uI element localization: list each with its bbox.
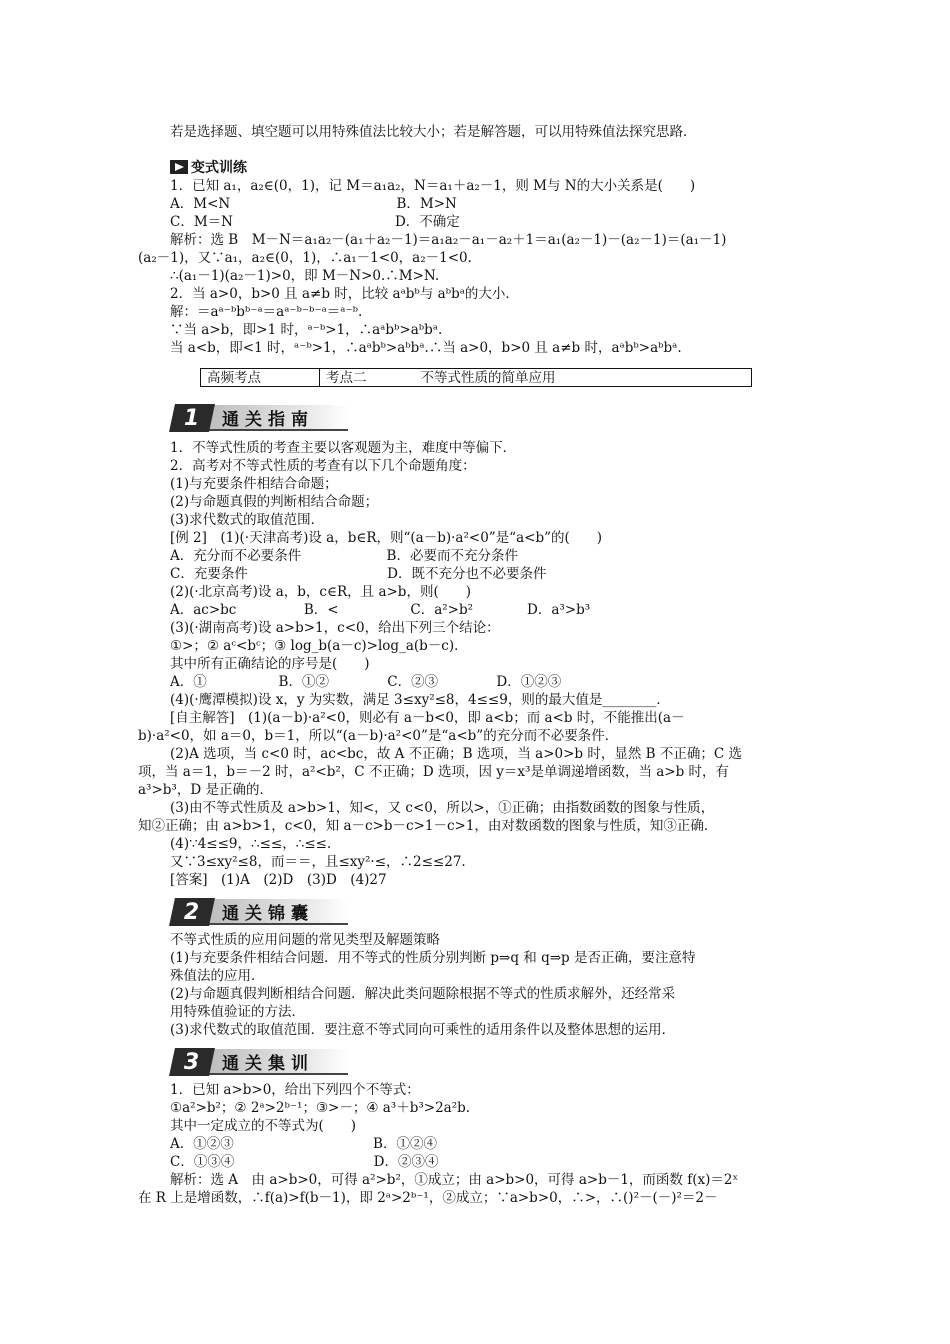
- solution-1-line-2: (a₂－1)，又∵a₁，a₂∈(0，1)，∴a₁－1<0，a₂－1<0.: [138, 250, 472, 266]
- tips-line-3: (2)与命题真假判断相结合问题．解决此类问题除根据不等式的性质求解外，还经常采: [170, 986, 676, 1002]
- guide-point-1: 1．不等式性质的考查主要以客观题为主，难度中等偏下．: [170, 440, 517, 456]
- banner-number-badge: 1: [169, 404, 215, 432]
- practice-question-1-options-cd: C．①③④ D．②③④: [170, 1154, 439, 1170]
- example-2-part-1-options-cd: C．充要条件 D．既不充分也不必要条件: [170, 566, 547, 582]
- answer-key: [答案] (1)A (2)D (3)D (4)27: [170, 872, 387, 888]
- tips-line-2: 殊值法的应用．: [170, 968, 265, 984]
- example-2-part-2: (2)(·北京高考)设 a，b，c∈R，且 a>b，则( ): [170, 584, 471, 600]
- section-heading-variant-training: [170, 158, 247, 176]
- practice-solution-line-2: 在 R 上是增函数，∴f(a)>f(b－1)，即 2ᵃ>2ᵇ⁻¹，②成立；∵a>b>0，∴>，∴()²－(－)²＝2－: [138, 1190, 718, 1206]
- banner-title: 通关集训: [208, 1049, 348, 1075]
- topic-table: [200, 368, 752, 387]
- banner-practice: [172, 1048, 348, 1076]
- practice-question-1-prompt: 其中一定成立的不等式为( ): [170, 1118, 357, 1134]
- solution-2-line-2: ∵当 a>b，即>1 时，ᵃ⁻ᵇ>1，∴aᵃbᵇ>aᵇbᵃ.: [170, 322, 443, 338]
- tips-line-1: (1)与充要条件相结合问题．用不等式的性质分别判断 p⇒q 和 q⇒p 是否正确，要注意特: [170, 950, 696, 966]
- answer-line-4: 项，当 a＝1，b＝－2 时，a²<b²，C 不正确；D 选项，因 y＝x³是单调递增函数，当 a>b 时，有: [138, 764, 730, 780]
- answer-line-8: (4)∵4≤≤9，∴≤≤，∴≤≤.: [170, 836, 332, 852]
- example-2-part-3-options: A．① B．①② C．②③ D．①②③: [170, 674, 562, 690]
- play-triangle-icon: [170, 160, 188, 174]
- example-2-part-3-question: 其中所有正确结论的序号是( ): [170, 656, 370, 672]
- intro-text: 若是选择题、填空题可以用特殊值法比较大小；若是解答题，可以用特殊值法探究思路．: [170, 124, 697, 140]
- example-2-part-3-statements: ①>；② aᶜ<bᶜ；③ log_b(a－c)>log_a(b－c)．: [170, 638, 468, 654]
- answer-line-5: a³>b³，D 是正确的．: [138, 782, 273, 798]
- answer-line-1: [自主解答] (1)(a－b)·a²<0，则必有 a－b<0，即 a<b；而 a<b 时，不能推出(a－: [170, 710, 685, 726]
- example-2-part-1: [例 2] (1)(·天津高考)设 a，b∈R，则“(a－b)·a²<0”是“a<b”的( ): [170, 530, 603, 546]
- answer-line-3: (2)A 选项，当 c<0 时，ac<bc，故 A 不正确；B 选项，当 a>0>b 时，显然 B 不正确；C 选: [170, 746, 742, 762]
- banner-title: 通关指南: [208, 405, 348, 431]
- question-1-options-cd: C．M＝N D．不确定: [170, 214, 460, 230]
- answer-line-9: 又∵3≤xy²≤8，而＝＝，且≤xy²·≤，∴2≤≤27.: [170, 854, 466, 870]
- practice-question-1: 1．已知 a>b>0，给出下列四个不等式：: [170, 1082, 420, 1098]
- section-heading-label: 变式训练: [191, 160, 247, 176]
- solution-1-line-1: 解析：选 B M－N＝a₁a₂－(a₁＋a₂－1)＝a₁a₂－a₁－a₂＋1＝a₁(a₂－1)－(a₂－1)＝(a₁－1): [170, 232, 727, 248]
- topic-title: 考点二 不等式性质的简单应用: [320, 369, 752, 387]
- solution-2-line-3: 当 a<b，即<1 时，ᵃ⁻ᵇ>1，∴aᵃbᵇ>aᵇbᵃ.∴当 a>0，b>0 且 a≠b 时，aᵃbᵇ>aᵇbᵃ.: [170, 340, 682, 356]
- question-2: 2．当 a>0，b>0 且 a≠b 时，比较 aᵃbᵇ与 aᵇbᵃ的大小．: [170, 286, 519, 302]
- example-2-part-4: (4)(·鹰潭模拟)设 x，y 为实数，满足 3≤xy²≤8，4≤≤9，则的最大值是________．: [170, 692, 670, 708]
- guide-angle-2: (2)与命题真假的判断相结合命题；: [170, 494, 379, 510]
- answer-line-2: b)·a²<0，如 a＝0，b＝1，所以“(a－b)·a²<0”是“a<b”的充分而不必要条件．: [138, 728, 619, 744]
- practice-solution-line-1: 解析：选 A 由 a>b>0，可得 a²>b²，①成立；由 a>b>0，可得 a>b－1，而函数 f(x)＝2ˣ: [170, 1172, 739, 1188]
- tips-line-4: 用特殊值验证的方法．: [170, 1004, 305, 1020]
- guide-point-2: 2．高考对不等式性质的考查有以下几个命题角度：: [170, 458, 476, 474]
- tips-line-5: (3)求代数式的取值范围．要注意不等式同向可乘性的适用条件以及整体思想的运用．: [170, 1022, 676, 1038]
- tips-heading: 不等式性质的应用问题的常见类型及解题策略: [170, 932, 440, 948]
- solution-2-line-1: 解：＝aᵃ⁻ᵇbᵇ⁻ᵃ＝aᵃ⁻ᵇ⁻ᵇ⁻ᵃ＝ᵃ⁻ᵇ.: [170, 304, 363, 320]
- banner-number-badge: 3: [169, 1048, 215, 1076]
- example-2-part-3: (3)(·湖南高考)设 a>b>1，c<0，给出下列三个结论：: [170, 620, 500, 636]
- example-2-part-1-options-ab: A．充分而不必要条件 B．必要而不充分条件: [170, 548, 518, 564]
- answer-line-6: (3)由不等式性质及 a>b>1，知<，又 c<0，所以>，①正确；由指数函数的图象与性质，: [170, 800, 715, 816]
- practice-question-1-statements: ①a²>b²；② 2ᵃ>2ᵇ⁻¹；③>－；④ a³＋b³>2a²b.: [170, 1100, 471, 1116]
- practice-question-1-options-ab: A．①②③ B．①②④: [170, 1136, 437, 1152]
- banner-number-badge: 2: [169, 898, 215, 926]
- solution-1-line-3: ∴(a₁－1)(a₂－1)>0，即 M－N>0.∴M>N.: [170, 268, 440, 284]
- banner-title: 通关锦囊: [208, 899, 348, 925]
- banner-tips: [172, 898, 348, 926]
- example-2-part-2-options: A．ac>bc B．< C．a²>b² D．a³>b³: [170, 602, 591, 618]
- guide-angle-1: (1)与充要条件相结合命题；: [170, 476, 338, 492]
- answer-line-7: 知②正确；由 a>b>1，c<0，知 a－c>b－c>1－c>1，由对数函数的图象与性质，知③正确．: [138, 818, 718, 834]
- topic-category: 高频考点: [201, 369, 320, 387]
- question-1: 1．已知 a₁，a₂∈(0，1)，记 M＝a₁a₂，N＝a₁＋a₂－1，则 M与 N的大小关系是( ): [170, 178, 696, 194]
- question-1-options-ab: A．M<N B．M>N: [170, 196, 457, 212]
- guide-angle-3: (3)求代数式的取值范围．: [170, 512, 325, 528]
- banner-guide: [172, 404, 348, 432]
